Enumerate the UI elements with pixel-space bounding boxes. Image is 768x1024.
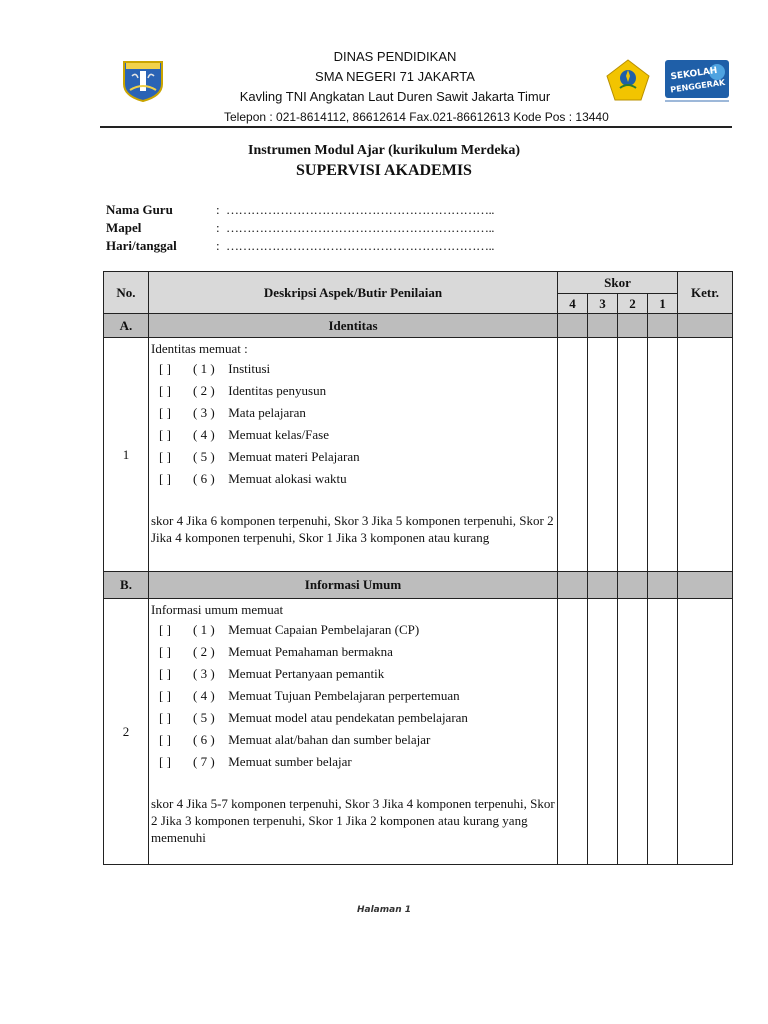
field-value[interactable]: ……………………………………………………….. — [226, 238, 494, 253]
item-number: ( 3 ) — [193, 405, 215, 420]
school-contact: Telepon : 021-8614112, 86612614 Fax.021-86612613 Kode Pos : 13440 — [224, 110, 609, 124]
checkbox[interactable]: [ ] — [159, 666, 171, 681]
checkbox[interactable]: [ ] — [159, 361, 171, 376]
checkbox[interactable]: [ ] — [159, 622, 171, 637]
score-cell — [588, 314, 618, 338]
table-header-row — [104, 272, 733, 294]
score-cell — [588, 572, 618, 599]
checklist-item — [151, 424, 555, 446]
section-code: B. — [104, 572, 149, 599]
checkbox[interactable]: [ ] — [159, 383, 171, 398]
item-number: ( 2 ) — [193, 383, 215, 398]
item-number: ( 1 ) — [193, 361, 215, 376]
field-colon: : — [216, 202, 220, 217]
tut-wuri-handayani-logo — [605, 58, 651, 102]
checklist-item — [151, 380, 555, 402]
field-mapel — [106, 219, 526, 237]
header-score-4: 4 — [558, 294, 588, 314]
school-name: SMA NEGERI 71 JAKARTA — [315, 69, 475, 84]
letterhead-text — [190, 47, 600, 107]
score-cell-2[interactable] — [618, 599, 648, 865]
item-text: Mata pelajaran — [228, 405, 306, 420]
row-description — [149, 599, 558, 865]
score-cell-3[interactable] — [588, 338, 618, 572]
score-cell-1[interactable] — [648, 599, 678, 865]
checkbox[interactable]: [ ] — [159, 449, 171, 464]
scoring-note: skor 4 Jika 5-7 komponen terpenuhi, Skor 3 Jika 4 komponen terpenuhi, Skor 2 Jika 3 komponen terpenuhi, Skor 1 Jika 2 komponen atau kurang yang memenuhi — [151, 796, 555, 845]
item-text: Memuat kelas/Fase — [228, 427, 329, 442]
score-cell — [648, 572, 678, 599]
field-value[interactable]: ……………………………………………………….. — [226, 202, 494, 217]
section-code: A. — [104, 314, 149, 338]
ketr-cell[interactable] — [678, 338, 733, 572]
ketr-cell[interactable] — [678, 599, 733, 865]
checkbox[interactable]: [ ] — [159, 427, 171, 442]
item-text: Institusi — [228, 361, 271, 376]
ketr-cell — [678, 572, 733, 599]
logo-text-sekolah: SEKOLAH — [669, 65, 719, 83]
page-footer: Halaman 1 — [356, 905, 412, 915]
item-lead: Informasi umum memuat — [151, 602, 284, 617]
table-row — [104, 338, 733, 572]
field-nama-guru — [106, 201, 526, 219]
item-number: ( 7 ) — [193, 754, 215, 769]
checkbox[interactable]: [ ] — [159, 710, 171, 725]
section-title: Informasi Umum — [149, 572, 558, 599]
identity-fields — [106, 201, 526, 255]
header-score-1: 1 — [648, 294, 678, 314]
field-colon: : — [216, 220, 220, 235]
item-text: Memuat alokasi waktu — [228, 471, 347, 486]
score-cell-3[interactable] — [588, 599, 618, 865]
item-number: ( 6 ) — [193, 471, 215, 486]
item-text: Memuat Pemahaman bermakna — [228, 644, 393, 659]
row-description — [149, 338, 558, 572]
item-number: ( 1 ) — [193, 622, 215, 637]
checklist-item — [151, 685, 555, 707]
item-lead: Identitas memuat : — [151, 341, 248, 356]
item-text: Memuat sumber belajar — [228, 754, 352, 769]
scoring-note: skor 4 Jika 6 komponen terpenuhi, Skor 3 Jika 5 komponen terpenuhi, Skor 2 Jika 4 komponen terpenuhi, Skor 1 Jika 3 komponen atau kurang — [151, 513, 554, 545]
checklist-item — [151, 729, 555, 751]
item-text: Memuat Tujuan Pembelajaran perpertemuan — [228, 688, 460, 703]
assessment-table — [103, 271, 733, 865]
item-text: Memuat materi Pelajaran — [228, 449, 360, 464]
header-ketr: Ketr. — [678, 272, 733, 314]
score-cell-4[interactable] — [558, 338, 588, 572]
row-number: 2 — [104, 599, 149, 865]
checklist-item — [151, 402, 555, 424]
jakarta-emblem-logo — [120, 58, 166, 102]
item-number: ( 6 ) — [193, 732, 215, 747]
field-label: Hari/tanggal — [106, 238, 177, 253]
item-number: ( 2 ) — [193, 644, 215, 659]
item-text: Memuat model atau pendekatan pembelajaran — [228, 710, 468, 725]
score-cell — [558, 314, 588, 338]
checkbox[interactable]: [ ] — [159, 754, 171, 769]
checkbox[interactable]: [ ] — [159, 644, 171, 659]
item-text: Memuat Pertanyaan pemantik — [228, 666, 385, 681]
score-cell-2[interactable] — [618, 338, 648, 572]
checklist-item — [151, 663, 555, 685]
header-skor: Skor — [558, 272, 678, 294]
header-description: Deskripsi Aspek/Butir Penilaian — [149, 272, 558, 314]
score-cell — [558, 572, 588, 599]
item-text: Memuat alat/bahan dan sumber belajar — [228, 732, 431, 747]
logo-text-penggerak: PENGGERAK — [669, 77, 726, 95]
item-text: Identitas penyusun — [228, 383, 327, 398]
checkbox[interactable]: [ ] — [159, 732, 171, 747]
field-label: Mapel — [106, 220, 142, 235]
score-cell — [618, 314, 648, 338]
header-score-3: 3 — [588, 294, 618, 314]
item-number: ( 4 ) — [193, 688, 215, 703]
score-cell-1[interactable] — [648, 338, 678, 572]
checklist-item — [151, 751, 555, 773]
field-label: Nama Guru — [106, 202, 173, 217]
item-number: ( 4 ) — [193, 427, 215, 442]
field-hari-tanggal — [106, 237, 526, 255]
field-colon: : — [216, 238, 220, 253]
checklist-item — [151, 641, 555, 663]
item-number: ( 3 ) — [193, 666, 215, 681]
section-title: Identitas — [149, 314, 558, 338]
document-subtitle: Instrumen Modul Ajar (kurikulum Merdeka) — [248, 143, 520, 158]
item-number: ( 5 ) — [193, 449, 215, 464]
agency-name: DINAS PENDIDIKAN — [333, 49, 457, 64]
letterhead-divider — [100, 126, 732, 128]
checklist-item — [151, 446, 555, 468]
letterhead — [100, 44, 732, 128]
ketr-cell — [678, 314, 733, 338]
header-score-2: 2 — [618, 294, 648, 314]
section-row-informasi-umum — [104, 572, 733, 599]
document-title: SUPERVISI AKADEMIS — [296, 162, 472, 179]
school-address: Kavling TNI Angkatan Laut Duren Sawit Jakarta Timur — [239, 89, 551, 104]
sekolah-penggerak-logo — [665, 58, 729, 104]
row-number: 1 — [104, 338, 149, 572]
score-cell — [648, 314, 678, 338]
checkbox[interactable]: [ ] — [159, 688, 171, 703]
checklist-item — [151, 358, 555, 380]
checklist-item — [151, 468, 555, 490]
checklist-item — [151, 619, 555, 641]
score-cell — [618, 572, 648, 599]
item-number: ( 5 ) — [193, 710, 215, 725]
section-row-identitas — [104, 314, 733, 338]
item-text: Memuat Capaian Pembelajaran (CP) — [228, 622, 420, 637]
table-row — [104, 599, 733, 865]
header-no: No. — [104, 272, 149, 314]
checkbox[interactable]: [ ] — [159, 405, 171, 420]
checklist-item — [151, 707, 555, 729]
score-cell-4[interactable] — [558, 599, 588, 865]
checkbox[interactable]: [ ] — [159, 471, 171, 486]
field-value[interactable]: ……………………………………………………….. — [226, 220, 494, 235]
